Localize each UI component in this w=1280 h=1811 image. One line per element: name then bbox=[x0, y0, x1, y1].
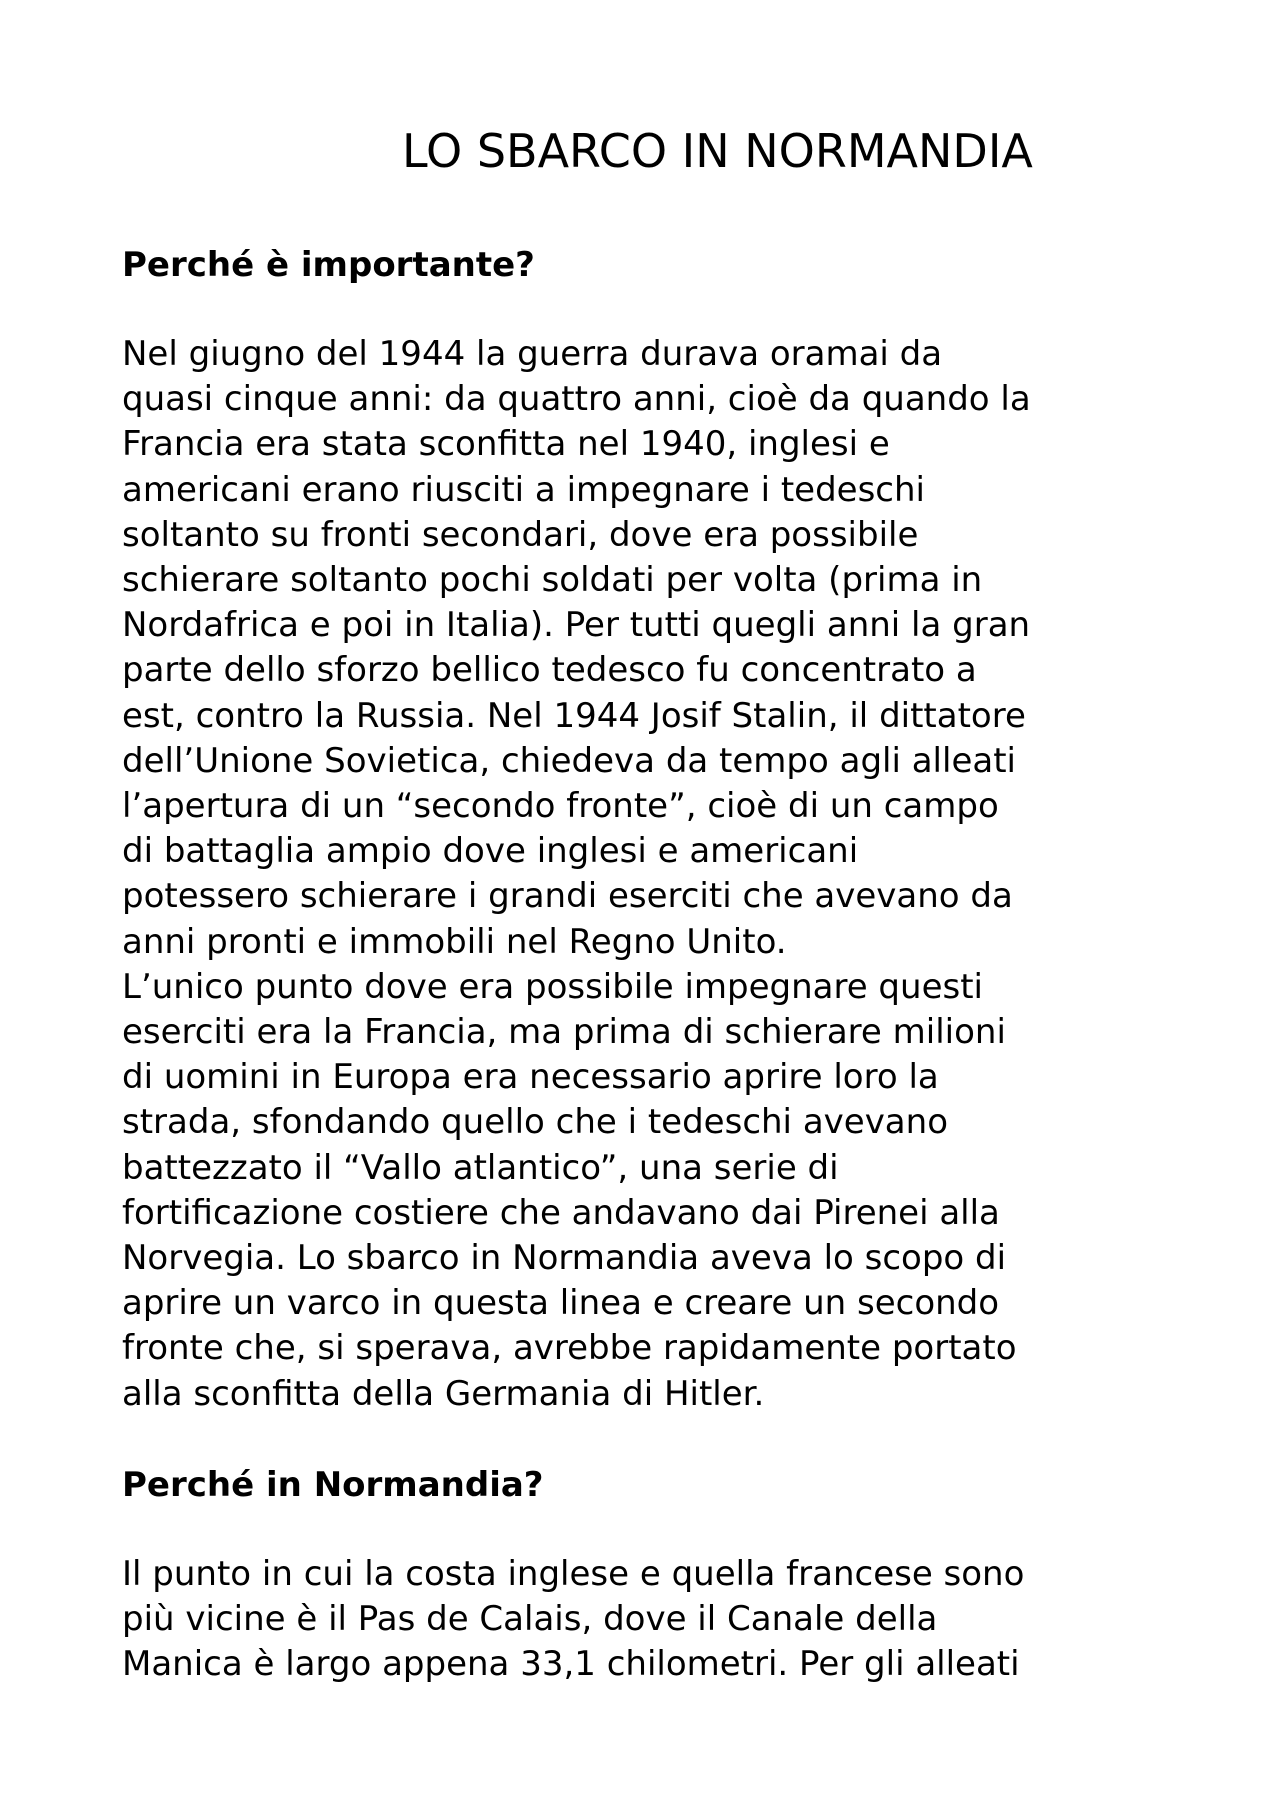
text-line: strada, sfondando quello che i tedeschi avevano bbox=[122, 1102, 948, 1143]
text-line: fortificazione costiere che andavano dai Pirenei alla bbox=[122, 1192, 1000, 1233]
text-line: anni pronti e immobili nel Regno Unito. bbox=[122, 921, 787, 962]
section-body-why-normandy bbox=[122, 1552, 1222, 1688]
text-line: Nordafrica e poi in Italia). Per tutti quegli anni la gran bbox=[122, 605, 1031, 646]
section-heading-why-normandy: Perché in Normandia? bbox=[122, 1465, 544, 1505]
text-line: Nel giugno del 1944 la guerra durava oramai da bbox=[122, 334, 943, 374]
text-line: soltanto su fronti secondari, dove era possibile bbox=[122, 514, 919, 555]
text-line: schierare soltanto pochi soldati per volta (prima in bbox=[122, 560, 983, 601]
text-line: eserciti era la Francia, ma prima di schierare milioni bbox=[122, 1012, 1006, 1053]
text-line: americani erano riusciti a impegnare i tedeschi bbox=[122, 469, 925, 510]
text-line: battezzato il “Vallo atlantico”, una serie di bbox=[122, 1147, 839, 1188]
text-line: Francia era stata sconfitta nel 1940, inglesi e bbox=[122, 424, 890, 465]
section-heading-importance: Perché è importante? bbox=[122, 245, 535, 285]
text-line: parte dello sforzo bellico tedesco fu concentrato a bbox=[122, 650, 977, 691]
text-line: potessero schierare i grandi eserciti che avevano da bbox=[122, 876, 1013, 917]
text-line: dell’Unione Sovietica, chiedeva da tempo agli alleati bbox=[122, 740, 1016, 781]
text-line: fronte che, si sperava, avrebbe rapidamente portato bbox=[122, 1328, 1017, 1369]
page-title: LO SBARCO IN NORMANDIA bbox=[402, 124, 1033, 178]
text-line: Manica è largo appena 33,1 chilometri. Per gli alleati bbox=[122, 1644, 1020, 1685]
text-line: est, contro la Russia. Nel 1944 Josif Stalin, il dittatore bbox=[122, 695, 1026, 736]
text-line: L’unico punto dove era possibile impegnare questi bbox=[122, 966, 983, 1007]
text-line: quasi cinque anni: da quattro anni, cioè da quando la bbox=[122, 379, 1031, 420]
text-line: alla sconfitta della Germania di Hitler. bbox=[122, 1373, 765, 1414]
text-line: Norvegia. Lo sbarco in Normandia aveva lo scopo di bbox=[122, 1238, 1007, 1279]
section-body-importance bbox=[122, 332, 1222, 1417]
text-line: più vicine è il Pas de Calais, dove il Canale della bbox=[122, 1599, 938, 1640]
text-line: di uomini in Europa era necessario aprire loro la bbox=[122, 1057, 939, 1098]
text-line: di battaglia ampio dove inglesi e americani bbox=[122, 831, 859, 872]
text-line: aprire un varco in questa linea e creare un secondo bbox=[122, 1283, 1000, 1324]
text-line: Il punto in cui la costa inglese e quella francese sono bbox=[122, 1554, 1025, 1594]
text-line: l’apertura di un “secondo fronte”, cioè di un campo bbox=[122, 786, 999, 827]
